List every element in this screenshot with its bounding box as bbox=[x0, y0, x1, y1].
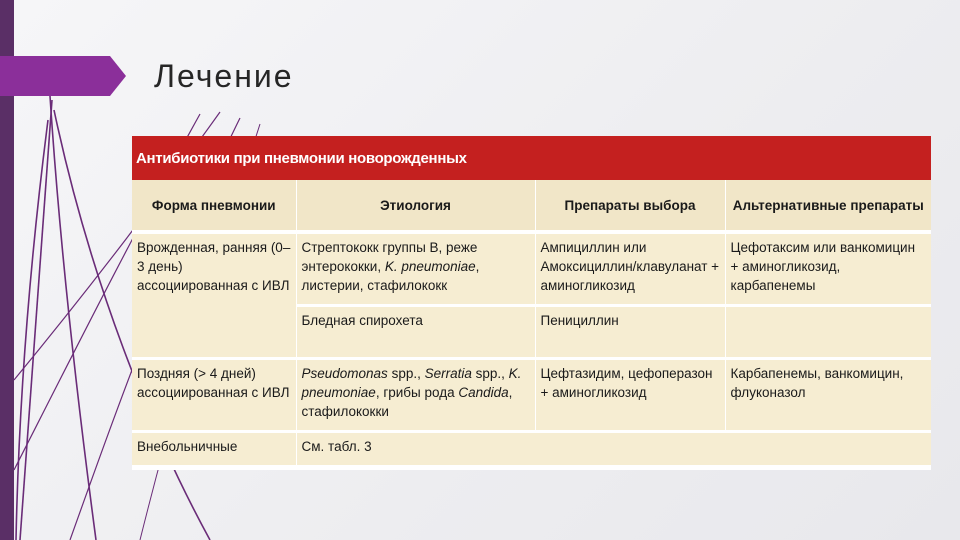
cell-form: Поздняя (> 4 дней) ассоциированная с ИВЛ bbox=[132, 359, 296, 432]
antibiotics-grid bbox=[132, 180, 931, 468]
slide-title: Лечение bbox=[154, 58, 294, 94]
header-form: Форма пневмонии bbox=[132, 180, 296, 232]
cell-alternatives: Цефотаксим или ванкомицин + аминогликозид, карбапенемы bbox=[725, 232, 931, 306]
etiology-text-italic: Candida bbox=[458, 385, 509, 400]
cell-alternatives: Карбапенемы, ванкомицин, флуконазол bbox=[725, 359, 931, 432]
header-etiology: Этиология bbox=[296, 180, 535, 232]
left-accent-bar bbox=[0, 0, 14, 540]
antibiotics-table bbox=[132, 136, 931, 470]
table-caption: Антибиотики при пневмонии новорожденных bbox=[132, 136, 931, 180]
etiology-text-italic: Pseudomonas bbox=[301, 366, 388, 381]
title-tab bbox=[0, 56, 126, 96]
etiology-text-italic: K. pneumoniae bbox=[384, 259, 476, 274]
etiology-text: spp., bbox=[471, 366, 509, 381]
etiology-text: , стафилококки bbox=[301, 385, 513, 419]
etiology-text: spp., bbox=[387, 366, 425, 381]
cell-etiology: Бледная спирохета bbox=[296, 306, 535, 359]
cell-form: Врожденная, ранняя (0–3 день) ассоциированная с ИВЛ bbox=[132, 232, 296, 359]
cell-alternatives bbox=[725, 306, 931, 359]
table-row bbox=[132, 432, 931, 467]
table-row bbox=[132, 232, 931, 306]
etiology-text-italic: K. pneumoniae bbox=[301, 366, 522, 400]
cell-drugs: Пенициллин bbox=[535, 306, 725, 359]
etiology-text: , грибы рода bbox=[375, 385, 459, 400]
cell-form: Внебольничные bbox=[132, 432, 296, 467]
header-alternatives: Альтернативные препараты bbox=[725, 180, 931, 232]
etiology-text: , листерии, стафилококк bbox=[301, 259, 480, 293]
cell-etiology bbox=[296, 232, 535, 306]
cell-drugs: Цефтазидим, цефоперазон + аминогликозид bbox=[535, 359, 725, 432]
cell-etiology: См. табл. 3 bbox=[296, 432, 931, 467]
table-row bbox=[132, 359, 931, 432]
etiology-text: Стрептококк группы В, реже энтерококки, bbox=[301, 240, 478, 274]
cell-etiology bbox=[296, 359, 535, 432]
etiology-text-italic: Serratia bbox=[424, 366, 472, 381]
table-header-row bbox=[132, 180, 931, 232]
cell-drugs: Ампициллин или Амоксициллин/клавуланат + аминогликозид bbox=[535, 232, 725, 306]
header-drugs: Препараты выбора bbox=[535, 180, 725, 232]
